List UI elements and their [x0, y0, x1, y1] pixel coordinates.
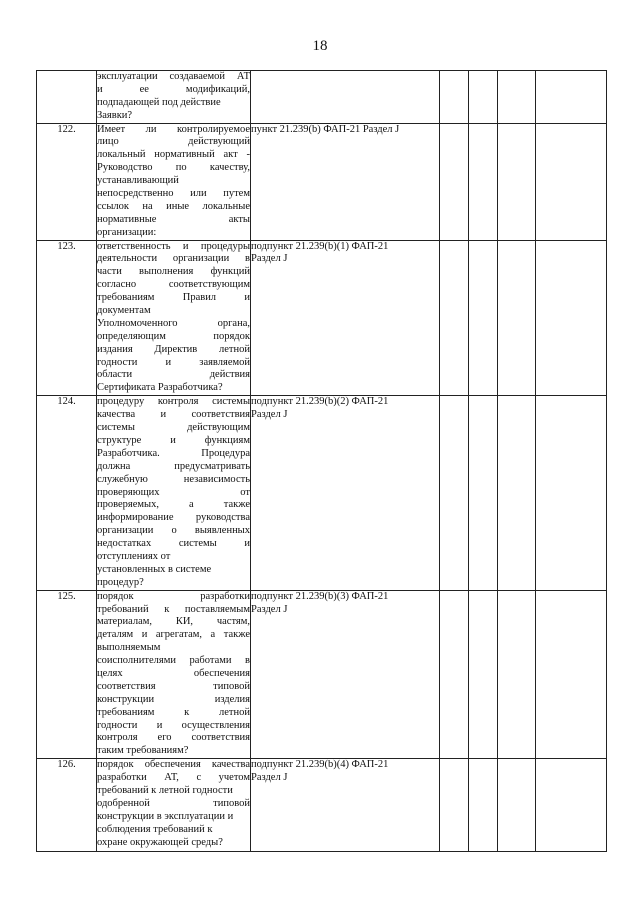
requirement-text	[97, 123, 251, 240]
requirement-line: требованиям Правил и	[97, 292, 250, 304]
requirement-line: процедуру контроля системы	[97, 396, 250, 408]
requirement-line: лицо действующий	[97, 136, 250, 148]
requirement-line: нормативные акты	[97, 213, 250, 225]
regulation-reference	[251, 759, 440, 852]
requirement-line: системы действующим	[97, 422, 250, 434]
requirement-line: Разработчика. Процедура	[97, 447, 250, 459]
table-row	[37, 759, 607, 852]
reference-line: Раздел J	[251, 409, 288, 421]
requirement-line: требований к поставляемым	[97, 603, 250, 615]
requirement-line: выполняемым	[97, 642, 161, 654]
requirement-line: Руководство по качеству,	[97, 162, 250, 174]
checklist-table	[36, 70, 607, 852]
requirement-line: Сертификата Разработчика?	[97, 382, 223, 394]
reference-line: подпункт 21.239(b)(3) ФАП-21	[251, 590, 389, 602]
requirement-line: согласно соответствующим	[97, 279, 250, 291]
requirement-line: ответственность и процедуры	[97, 240, 250, 252]
requirement-line: непосредственно или путем	[97, 188, 250, 200]
requirement-line: устанавливающий	[97, 175, 179, 187]
requirement-line: соблюдения требований к	[97, 823, 213, 835]
row-number: 122.	[37, 123, 97, 240]
reference-line: подпункт 21.239(b)(4) ФАП-21	[251, 759, 389, 771]
empty-cell	[498, 590, 536, 759]
table-row	[37, 590, 607, 759]
empty-cell	[469, 240, 498, 396]
row-number: 125.	[37, 590, 97, 759]
table-row	[37, 240, 607, 396]
reference-line: пункт 21.239(b) ФАП-21 Раздел J	[251, 123, 400, 135]
page-number: 18	[312, 38, 328, 54]
requirement-line: деталям и агрегатам, а также	[97, 629, 250, 641]
requirement-line: установленных в системе	[97, 563, 212, 575]
empty-cell	[498, 71, 536, 124]
requirement-line: Уполномоченного органа,	[97, 317, 250, 329]
empty-cell	[440, 71, 469, 124]
row-number: 126.	[37, 759, 97, 852]
empty-cell	[536, 590, 607, 759]
requirement-line: разработки АТ, с учетом	[97, 772, 250, 784]
requirement-line: процедур?	[97, 576, 144, 588]
table-row	[37, 396, 607, 590]
requirement-text	[97, 590, 251, 759]
requirement-line: проверяющих от	[97, 486, 250, 498]
requirement-line: локальный нормативный акт -	[97, 149, 250, 161]
requirement-line: охране окружающей среды?	[97, 836, 223, 848]
requirement-line: порядок разработки	[97, 590, 250, 602]
requirement-line: материалам, КИ, частям,	[97, 616, 250, 628]
empty-cell	[440, 123, 469, 240]
reference-line: подпункт 21.239(b)(2) ФАП-21	[251, 396, 389, 408]
requirement-text	[97, 396, 251, 590]
requirement-line: контроля его соответствия	[97, 732, 250, 744]
reference-line: подпункт 21.239(b)(1) ФАП-21	[251, 240, 389, 252]
regulation-reference	[251, 123, 440, 240]
regulation-reference	[251, 240, 440, 396]
empty-cell	[498, 396, 536, 590]
regulation-reference	[251, 71, 440, 124]
empty-cell	[498, 123, 536, 240]
requirement-line: требованиям к летной	[97, 706, 250, 718]
empty-cell	[440, 590, 469, 759]
requirement-line: одобренной типовой	[97, 797, 250, 809]
requirement-line: таким требованиям?	[97, 745, 189, 757]
table-row	[37, 123, 607, 240]
requirement-line: подпадающей под действие	[97, 96, 221, 108]
row-number: 124.	[37, 396, 97, 590]
requirement-line: отступлениях от	[97, 550, 171, 562]
requirement-line: порядок обеспечения качества	[97, 759, 250, 771]
requirement-line: организации:	[97, 226, 157, 238]
requirement-text	[97, 71, 251, 124]
requirement-line: конструкции в эксплуатации и	[97, 810, 234, 822]
requirement-line: требований к летной годности	[97, 784, 233, 796]
row-number: 123.	[37, 240, 97, 396]
requirement-line: области действия	[97, 369, 250, 381]
empty-cell	[440, 759, 469, 852]
requirement-line: эксплуатации создаваемой АТ	[97, 71, 250, 82]
empty-cell	[469, 590, 498, 759]
empty-cell	[469, 396, 498, 590]
requirement-line: целях обеспечения	[97, 667, 250, 679]
empty-cell	[440, 240, 469, 396]
requirement-line: годности и заявляемой	[97, 356, 250, 368]
requirement-line: документам	[97, 305, 151, 317]
requirement-line: определяющим порядок	[97, 330, 250, 342]
empty-cell	[536, 396, 607, 590]
empty-cell	[498, 759, 536, 852]
requirement-line: информирование руководства	[97, 512, 250, 524]
requirement-line: организации о выявленных	[97, 525, 250, 537]
requirement-line: должна предусматривать	[97, 460, 250, 472]
empty-cell	[469, 759, 498, 852]
empty-cell	[536, 759, 607, 852]
requirement-line: соисполнителями работами в	[97, 655, 250, 667]
empty-cell	[536, 71, 607, 124]
table-row	[37, 71, 607, 124]
empty-cell	[498, 240, 536, 396]
requirement-line: конструкции изделия	[97, 693, 250, 705]
requirement-text	[97, 240, 251, 396]
empty-cell	[469, 71, 498, 124]
requirement-line: годности и осуществления	[97, 719, 250, 731]
empty-cell	[536, 240, 607, 396]
requirement-line: Имеет ли контролируемое	[97, 123, 250, 135]
requirement-line: проверяемых, а также	[97, 499, 250, 511]
requirement-line: соответствия типовой	[97, 680, 250, 692]
requirement-line: части выполнения функций	[97, 266, 250, 278]
reference-line: Раздел J	[251, 603, 288, 615]
reference-line: Раздел J	[251, 253, 288, 265]
regulation-reference	[251, 396, 440, 590]
requirement-text	[97, 759, 251, 852]
empty-cell	[536, 123, 607, 240]
requirement-line: и ее модификаций,	[97, 83, 250, 95]
requirement-line: структуре и функциям	[97, 434, 250, 446]
empty-cell	[440, 396, 469, 590]
requirement-line: ссылок на иные локальные	[97, 200, 250, 212]
regulation-reference	[251, 590, 440, 759]
requirement-line: издания Директив летной	[97, 343, 250, 355]
reference-line: Раздел J	[251, 772, 288, 784]
requirement-line: деятельности организации в	[97, 253, 250, 265]
requirement-line: недостатках системы и	[97, 538, 250, 550]
requirement-line: качества и соответствия	[97, 409, 250, 421]
row-number	[37, 71, 97, 124]
requirement-line: Заявки?	[97, 109, 133, 121]
empty-cell	[469, 123, 498, 240]
requirement-line: служебную независимость	[97, 473, 250, 485]
